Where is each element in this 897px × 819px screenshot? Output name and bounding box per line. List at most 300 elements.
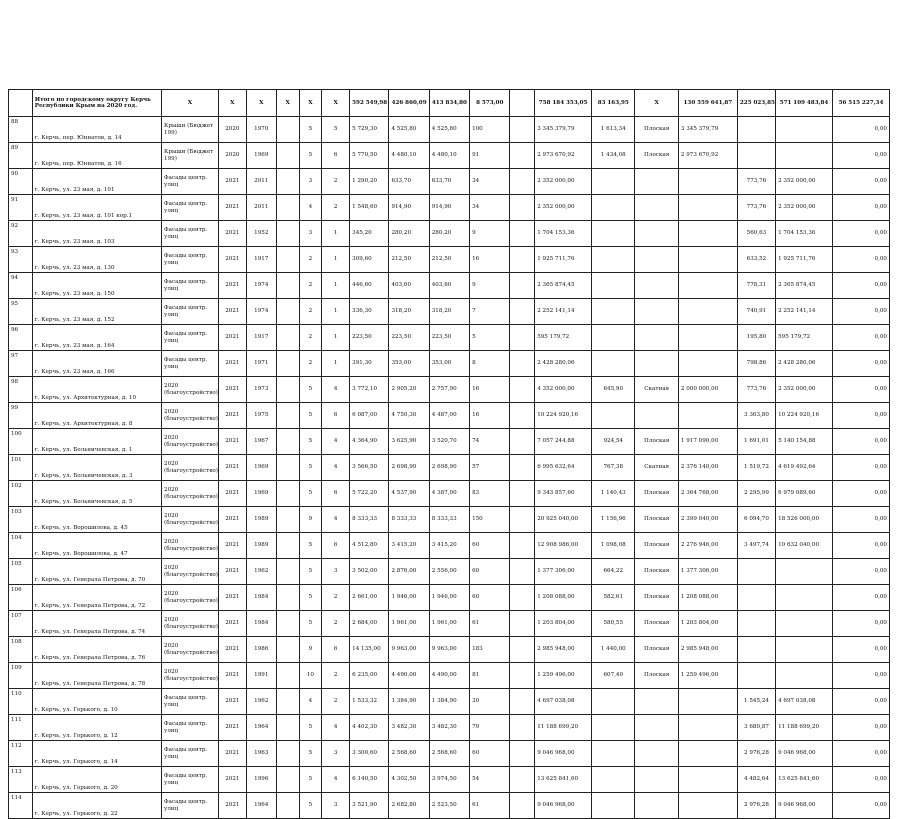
address-cell: г. Керчь, ул. 23 мая, д. 103 bbox=[32, 221, 161, 247]
build-year-cell: 1962 bbox=[246, 559, 276, 585]
other-cost-cell: 0,00 bbox=[832, 507, 889, 533]
row-index-cell: 94 bbox=[9, 273, 33, 299]
entrances-cell: 3 bbox=[322, 793, 350, 819]
residents-cell: 83 bbox=[470, 481, 510, 507]
work-type-cell: Фасады центр. улиц bbox=[162, 741, 219, 767]
roof-area-cell bbox=[592, 169, 635, 195]
facade-area-cell: 740,91 bbox=[737, 299, 775, 325]
facade-area-cell: 6 094,70 bbox=[737, 507, 775, 533]
roof-cost-cell: 1 208 088,00 bbox=[678, 585, 737, 611]
roof-area-cell bbox=[592, 351, 635, 377]
floors-cell: 5 bbox=[299, 611, 322, 637]
floors-cell: 2 bbox=[299, 273, 322, 299]
entrances-cell: 4 bbox=[322, 507, 350, 533]
facade-area-cell: 773,76 bbox=[737, 195, 775, 221]
address-cell: г. Керчь, ул. 23 мая, д. 101 bbox=[32, 169, 161, 195]
facade-cost-cell: 13 625 841,60 bbox=[776, 767, 833, 793]
row-index-cell: 113 bbox=[9, 767, 33, 793]
address-cell: г. Керчь, ул. Ворошилова, д. 45 bbox=[32, 507, 161, 533]
facade-cost-cell: 2 252 141,14 bbox=[776, 299, 833, 325]
roof-cost-cell bbox=[678, 221, 737, 247]
row-index-cell: 110 bbox=[9, 689, 33, 715]
col-material-cell bbox=[276, 507, 299, 533]
table-row bbox=[9, 117, 890, 143]
row-index-cell: 107 bbox=[9, 611, 33, 637]
roof-type-cell bbox=[635, 689, 678, 715]
roof-area-cell: 664,22 bbox=[592, 559, 635, 585]
total-cost-cell: 9 046 968,00 bbox=[535, 793, 592, 819]
roof-cost-cell bbox=[678, 689, 737, 715]
other-cost-cell: 0,00 bbox=[832, 715, 889, 741]
living-area-cell: 2 682,80 bbox=[389, 793, 429, 819]
work-type-cell: 2020 (благоустройство) bbox=[162, 559, 219, 585]
living-area-cell: 4 537,90 bbox=[389, 481, 429, 507]
residents-cell: 61 bbox=[470, 793, 510, 819]
col-gap-cell bbox=[510, 715, 535, 741]
facade-area-cell: 2 976,28 bbox=[737, 793, 775, 819]
work-type-cell: 2020 (благоустройство) bbox=[162, 403, 219, 429]
entrances-cell: 1 bbox=[322, 325, 350, 351]
col-material-cell bbox=[276, 195, 299, 221]
residents-cell: 30 bbox=[470, 689, 510, 715]
residential-area-cell: 3 482,30 bbox=[429, 715, 469, 741]
total-area-cell: 3 502,00 bbox=[350, 559, 389, 585]
plan-year-cell: 2021 bbox=[218, 169, 246, 195]
address-cell: г. Керчь, ул. 23 мая, д. 152 bbox=[32, 299, 161, 325]
facade-area-cell: 773,76 bbox=[737, 169, 775, 195]
entrances-cell: 2 bbox=[322, 169, 350, 195]
table-row bbox=[9, 507, 890, 533]
residents-cell: 74 bbox=[470, 429, 510, 455]
residents-cell: 91 bbox=[470, 143, 510, 169]
entrances-cell: 1 bbox=[322, 299, 350, 325]
register-table bbox=[8, 89, 890, 819]
build-year-cell: 1989 bbox=[246, 507, 276, 533]
col-gap-cell bbox=[510, 455, 535, 481]
build-year-cell: 1969 bbox=[246, 143, 276, 169]
address-cell: г. Керчь, ул. Горького, д. 20 bbox=[32, 767, 161, 793]
total-cost-cell: 1 704 153,36 bbox=[535, 221, 592, 247]
total-c6: X bbox=[276, 90, 299, 117]
floors-cell: 4 bbox=[299, 689, 322, 715]
living-area-cell: 2 905,20 bbox=[389, 377, 429, 403]
roof-cost-cell bbox=[678, 715, 737, 741]
floors-cell: 5 bbox=[299, 793, 322, 819]
residential-area-cell: 1 946,00 bbox=[429, 585, 469, 611]
entrances-cell: 3 bbox=[322, 559, 350, 585]
roof-area-cell: 1 440,00 bbox=[592, 637, 635, 663]
other-cost-cell: 0,00 bbox=[832, 585, 889, 611]
floors-cell: 5 bbox=[299, 429, 322, 455]
roof-cost-cell bbox=[678, 247, 737, 273]
work-type-cell: Крыши (Бюджет 199) bbox=[162, 117, 219, 143]
table-row bbox=[9, 559, 890, 585]
floors-cell: 2 bbox=[299, 247, 322, 273]
col-gap-cell bbox=[510, 169, 535, 195]
work-type-cell: Фасады центр. улиц bbox=[162, 169, 219, 195]
floors-cell: 3 bbox=[299, 169, 322, 195]
plan-year-cell: 2021 bbox=[218, 611, 246, 637]
col-material-cell bbox=[276, 117, 299, 143]
plan-year-cell: 2021 bbox=[218, 637, 246, 663]
other-cost-cell: 0,00 bbox=[832, 195, 889, 221]
residents-cell: 34 bbox=[470, 169, 510, 195]
other-cost-cell: 0,00 bbox=[832, 351, 889, 377]
floors-cell: 5 bbox=[299, 143, 322, 169]
plan-year-cell: 2021 bbox=[218, 325, 246, 351]
floors-cell: 2 bbox=[299, 351, 322, 377]
col-material-cell bbox=[276, 637, 299, 663]
residential-area-cell: 633,70 bbox=[429, 169, 469, 195]
total-c13: 758 184 353,05 bbox=[535, 90, 592, 117]
residents-cell: 183 bbox=[470, 637, 510, 663]
total-cost-cell: 6 995 632,64 bbox=[535, 455, 592, 481]
plan-year-cell: 2021 bbox=[218, 689, 246, 715]
col-gap-cell bbox=[510, 325, 535, 351]
roof-type-cell bbox=[635, 403, 678, 429]
table-row bbox=[9, 741, 890, 767]
roof-area-cell bbox=[592, 741, 635, 767]
other-cost-cell: 0,00 bbox=[832, 117, 889, 143]
work-type-cell: 2020 (благоустройство) bbox=[162, 663, 219, 689]
col-material-cell bbox=[276, 663, 299, 689]
facade-area-cell: 773,76 bbox=[737, 377, 775, 403]
roof-type-cell: Плоская bbox=[635, 611, 678, 637]
residential-area-cell: 3 415,20 bbox=[429, 533, 469, 559]
col-gap-cell bbox=[510, 299, 535, 325]
living-area-cell: 353,00 bbox=[389, 351, 429, 377]
facade-area-cell: 2 295,99 bbox=[737, 481, 775, 507]
build-year-cell: 1967 bbox=[246, 429, 276, 455]
build-year-cell: 1974 bbox=[246, 299, 276, 325]
roof-area-cell bbox=[592, 299, 635, 325]
roof-type-cell: Плоская bbox=[635, 559, 678, 585]
total-c14: 83 163,95 bbox=[592, 90, 635, 117]
facade-area-cell bbox=[737, 559, 775, 585]
floors-cell: 5 bbox=[299, 481, 322, 507]
living-area-cell: 4 490,00 bbox=[389, 663, 429, 689]
col-material-cell bbox=[276, 481, 299, 507]
roof-area-cell: 607,40 bbox=[592, 663, 635, 689]
other-cost-cell: 0,00 bbox=[832, 403, 889, 429]
table-row bbox=[9, 221, 890, 247]
living-area-cell: 9 963,00 bbox=[389, 637, 429, 663]
roof-area-cell bbox=[592, 273, 635, 299]
entrances-cell: 2 bbox=[322, 195, 350, 221]
address-cell: г. Керчь, ул. Генерала Петрова, д. 70 bbox=[32, 559, 161, 585]
total-area-cell: 336,30 bbox=[350, 299, 389, 325]
total-cost-cell: 2 365 874,45 bbox=[535, 273, 592, 299]
floors-cell: 5 bbox=[299, 767, 322, 793]
plan-year-cell: 2020 bbox=[218, 117, 246, 143]
residential-area-cell: 3 520,70 bbox=[429, 429, 469, 455]
total-cost-cell: 2 985 948,00 bbox=[535, 637, 592, 663]
residents-cell: 61 bbox=[470, 611, 510, 637]
col-material-cell bbox=[276, 767, 299, 793]
total-area-cell: 3 300,60 bbox=[350, 741, 389, 767]
work-type-cell: 2020 (благоустройство) bbox=[162, 585, 219, 611]
residents-cell: 7 bbox=[470, 299, 510, 325]
roof-area-cell bbox=[592, 325, 635, 351]
roof-type-cell: Плоская bbox=[635, 533, 678, 559]
build-year-cell: 1964 bbox=[246, 715, 276, 741]
floors-cell: 2 bbox=[299, 299, 322, 325]
roof-type-cell bbox=[635, 351, 678, 377]
floors-cell: 5 bbox=[299, 585, 322, 611]
roof-type-cell bbox=[635, 767, 678, 793]
col-material-cell bbox=[276, 273, 299, 299]
total-c13-spacer bbox=[510, 90, 535, 117]
address-cell: г. Керчь, ул. Ворошилова, д. 47 bbox=[32, 533, 161, 559]
row-index-cell: 97 bbox=[9, 351, 33, 377]
facade-area-cell: 3 363,80 bbox=[737, 403, 775, 429]
total-c16: 130 559 641,87 bbox=[678, 90, 737, 117]
work-type-cell: 2020 (благоустройство) bbox=[162, 377, 219, 403]
roof-area-cell: 580,55 bbox=[592, 611, 635, 637]
roof-type-cell bbox=[635, 273, 678, 299]
entrances-cell: 1 bbox=[322, 351, 350, 377]
work-type-cell: Фасады центр. улиц bbox=[162, 273, 219, 299]
roof-area-cell bbox=[592, 195, 635, 221]
other-cost-cell: 0,00 bbox=[832, 793, 889, 819]
table-row bbox=[9, 195, 890, 221]
roof-area-cell: 1 434,08 bbox=[592, 143, 635, 169]
total-cost-cell: 2 352 000,00 bbox=[535, 169, 592, 195]
facade-area-cell bbox=[737, 637, 775, 663]
work-type-cell: Фасады центр. улиц bbox=[162, 689, 219, 715]
address-cell: г. Керчь, ул. Архитектурная, д. 8 bbox=[32, 403, 161, 429]
build-year-cell: 1984 bbox=[246, 585, 276, 611]
col-material-cell bbox=[276, 585, 299, 611]
total-area-cell: 3 772,10 bbox=[350, 377, 389, 403]
table-row bbox=[9, 715, 890, 741]
residents-cell: 9 bbox=[470, 221, 510, 247]
residential-area-cell: 223,50 bbox=[429, 325, 469, 351]
roof-cost-cell bbox=[678, 351, 737, 377]
col-material-cell bbox=[276, 689, 299, 715]
facade-cost-cell: 10 632 040,00 bbox=[776, 533, 833, 559]
row-index-cell: 90 bbox=[9, 169, 33, 195]
total-cost-cell: 11 188 699,20 bbox=[535, 715, 592, 741]
total-c17: 225 023,85 bbox=[737, 90, 775, 117]
roof-cost-cell bbox=[678, 195, 737, 221]
build-year-cell: 1962 bbox=[246, 689, 276, 715]
build-year-cell: 1991 bbox=[246, 663, 276, 689]
total-cost-cell: 2 352 000,00 bbox=[535, 195, 592, 221]
other-cost-cell: 0,00 bbox=[832, 559, 889, 585]
build-year-cell: 1963 bbox=[246, 741, 276, 767]
total-area-cell: 345,20 bbox=[350, 221, 389, 247]
total-cost-cell: 1 259 496,00 bbox=[535, 663, 592, 689]
other-cost-cell: 0,00 bbox=[832, 481, 889, 507]
residents-cell: 16 bbox=[470, 247, 510, 273]
col-gap-cell bbox=[510, 429, 535, 455]
roof-type-cell: Плоская bbox=[635, 637, 678, 663]
facade-cost-cell: 4 619 492,64 bbox=[776, 455, 833, 481]
roof-cost-cell: 3 345 379,79 bbox=[678, 117, 737, 143]
plan-year-cell: 2021 bbox=[218, 403, 246, 429]
plan-year-cell: 2021 bbox=[218, 767, 246, 793]
floors-cell: 10 bbox=[299, 663, 322, 689]
residential-area-cell: 914,90 bbox=[429, 195, 469, 221]
total-cost-cell: 20 925 040,00 bbox=[535, 507, 592, 533]
roof-type-cell bbox=[635, 741, 678, 767]
residential-area-cell: 318,20 bbox=[429, 299, 469, 325]
facade-cost-cell: 11 188 699,20 bbox=[776, 715, 833, 741]
entrances-cell: 6 bbox=[322, 143, 350, 169]
col-material-cell bbox=[276, 247, 299, 273]
total-c7: X bbox=[299, 90, 322, 117]
residents-cell: 60 bbox=[470, 533, 510, 559]
total-title: Итого по городскому округу Керчь Республики Крым на 2020 год. bbox=[32, 90, 161, 117]
entrances-cell: 3 bbox=[322, 741, 350, 767]
residents-cell: 54 bbox=[470, 767, 510, 793]
entrances-cell: 4 bbox=[322, 715, 350, 741]
residential-area-cell: 4 490,00 bbox=[429, 663, 469, 689]
other-cost-cell: 0,00 bbox=[832, 533, 889, 559]
living-area-cell: 1 384,90 bbox=[389, 689, 429, 715]
col-material-cell bbox=[276, 611, 299, 637]
row-index-cell: 96 bbox=[9, 325, 33, 351]
facade-cost-cell bbox=[776, 611, 833, 637]
living-area-cell: 4 302,50 bbox=[389, 767, 429, 793]
roof-area-cell: 645,90 bbox=[592, 377, 635, 403]
row-index-cell: 92 bbox=[9, 221, 33, 247]
plan-year-cell: 2021 bbox=[218, 429, 246, 455]
roof-cost-cell bbox=[678, 403, 737, 429]
entrances-cell: 1 bbox=[322, 247, 350, 273]
work-type-cell: 2020 (благоустройство) bbox=[162, 481, 219, 507]
roof-area-cell bbox=[592, 403, 635, 429]
roof-cost-cell: 1 917 090,00 bbox=[678, 429, 737, 455]
living-area-cell: 4 750,30 bbox=[389, 403, 429, 429]
total-c8: X bbox=[322, 90, 350, 117]
col-gap-cell bbox=[510, 793, 535, 819]
build-year-cell: 1975 bbox=[246, 403, 276, 429]
table-row bbox=[9, 273, 890, 299]
work-type-cell: Фасады центр. улиц bbox=[162, 767, 219, 793]
total-area-cell: 4 512,80 bbox=[350, 533, 389, 559]
living-area-cell: 633,70 bbox=[389, 169, 429, 195]
plan-year-cell: 2021 bbox=[218, 507, 246, 533]
facade-cost-cell bbox=[776, 585, 833, 611]
roof-cost-cell: 2 276 946,00 bbox=[678, 533, 737, 559]
col-gap-cell bbox=[510, 221, 535, 247]
total-c10: 426 860,09 bbox=[389, 90, 429, 117]
roof-area-cell bbox=[592, 247, 635, 273]
row-index-cell: 93 bbox=[9, 247, 33, 273]
row-index-cell: 101 bbox=[9, 455, 33, 481]
residential-area-cell: 212,50 bbox=[429, 247, 469, 273]
roof-type-cell bbox=[635, 715, 678, 741]
col-gap-cell bbox=[510, 403, 535, 429]
table-row bbox=[9, 637, 890, 663]
entrances-cell: 4 bbox=[322, 429, 350, 455]
table-row bbox=[9, 325, 890, 351]
table-row bbox=[9, 481, 890, 507]
total-area-cell: 3 566,50 bbox=[350, 455, 389, 481]
col-gap-cell bbox=[510, 351, 535, 377]
col-gap-cell bbox=[510, 143, 535, 169]
work-type-cell: 2020 (благоустройство) bbox=[162, 507, 219, 533]
residents-cell: 5 bbox=[470, 325, 510, 351]
other-cost-cell: 0,00 bbox=[832, 299, 889, 325]
plan-year-cell: 2021 bbox=[218, 481, 246, 507]
table-row bbox=[9, 351, 890, 377]
address-cell: г. Керчь, ул. Генерала Петрова, д. 78 bbox=[32, 663, 161, 689]
roof-type-cell bbox=[635, 793, 678, 819]
residential-area-cell: 403,60 bbox=[429, 273, 469, 299]
col-material-cell bbox=[276, 325, 299, 351]
facade-area-cell: 1 519,72 bbox=[737, 455, 775, 481]
col-material-cell bbox=[276, 793, 299, 819]
work-type-cell: 2020 (благоустройство) bbox=[162, 429, 219, 455]
facade-area-cell: 633,52 bbox=[737, 247, 775, 273]
floors-cell: 5 bbox=[299, 117, 322, 143]
total-area-cell: 14 135,00 bbox=[350, 637, 389, 663]
other-cost-cell: 0,00 bbox=[832, 663, 889, 689]
total-cost-cell: 10 224 920,16 bbox=[535, 403, 592, 429]
facade-cost-cell: 5 140 154,88 bbox=[776, 429, 833, 455]
plan-year-cell: 2021 bbox=[218, 377, 246, 403]
living-area-cell: 212,50 bbox=[389, 247, 429, 273]
plan-year-cell: 2020 bbox=[218, 143, 246, 169]
row-index-cell: 105 bbox=[9, 559, 33, 585]
total-row bbox=[9, 90, 890, 117]
col-gap-cell bbox=[510, 689, 535, 715]
plan-year-cell: 2021 bbox=[218, 663, 246, 689]
facade-cost-cell: 2 352 000,00 bbox=[776, 195, 833, 221]
facade-area-cell bbox=[737, 663, 775, 689]
facade-cost-cell: 595 179,72 bbox=[776, 325, 833, 351]
table-row bbox=[9, 767, 890, 793]
row-index-cell: 103 bbox=[9, 507, 33, 533]
table-row bbox=[9, 793, 890, 819]
residents-cell: 34 bbox=[470, 195, 510, 221]
roof-type-cell bbox=[635, 195, 678, 221]
entrances-cell: 6 bbox=[322, 403, 350, 429]
living-area-cell: 3 625,90 bbox=[389, 429, 429, 455]
work-type-cell: Фасады центр. улиц bbox=[162, 351, 219, 377]
total-cost-cell: 2 428 280,06 bbox=[535, 351, 592, 377]
residential-area-cell: 4 525,80 bbox=[429, 117, 469, 143]
total-index-cell bbox=[9, 90, 33, 117]
residents-cell: 79 bbox=[470, 715, 510, 741]
total-area-cell: 446,60 bbox=[350, 273, 389, 299]
roof-cost-cell bbox=[678, 273, 737, 299]
table-row bbox=[9, 611, 890, 637]
other-cost-cell: 0,00 bbox=[832, 689, 889, 715]
residential-area-cell: 3 974,50 bbox=[429, 767, 469, 793]
facade-cost-cell: 10 224 920,16 bbox=[776, 403, 833, 429]
total-area-cell: 4 402,30 bbox=[350, 715, 389, 741]
build-year-cell: 1984 bbox=[246, 611, 276, 637]
roof-area-cell: 1 098,08 bbox=[592, 533, 635, 559]
address-cell: г. Керчь, ул. Больничевская, д. 3 bbox=[32, 455, 161, 481]
table-row bbox=[9, 403, 890, 429]
facade-cost-cell bbox=[776, 117, 833, 143]
plan-year-cell: 2021 bbox=[218, 741, 246, 767]
table-row bbox=[9, 377, 890, 403]
total-area-cell: 5 722,20 bbox=[350, 481, 389, 507]
address-cell: г. Керчь, ул. Генерала Петрова, д. 74 bbox=[32, 611, 161, 637]
facade-area-cell bbox=[737, 611, 775, 637]
row-index-cell: 108 bbox=[9, 637, 33, 663]
total-cost-cell: 12 908 986,00 bbox=[535, 533, 592, 559]
roof-type-cell: Плоская bbox=[635, 143, 678, 169]
facade-cost-cell: 2 352 000,00 bbox=[776, 377, 833, 403]
roof-type-cell bbox=[635, 247, 678, 273]
